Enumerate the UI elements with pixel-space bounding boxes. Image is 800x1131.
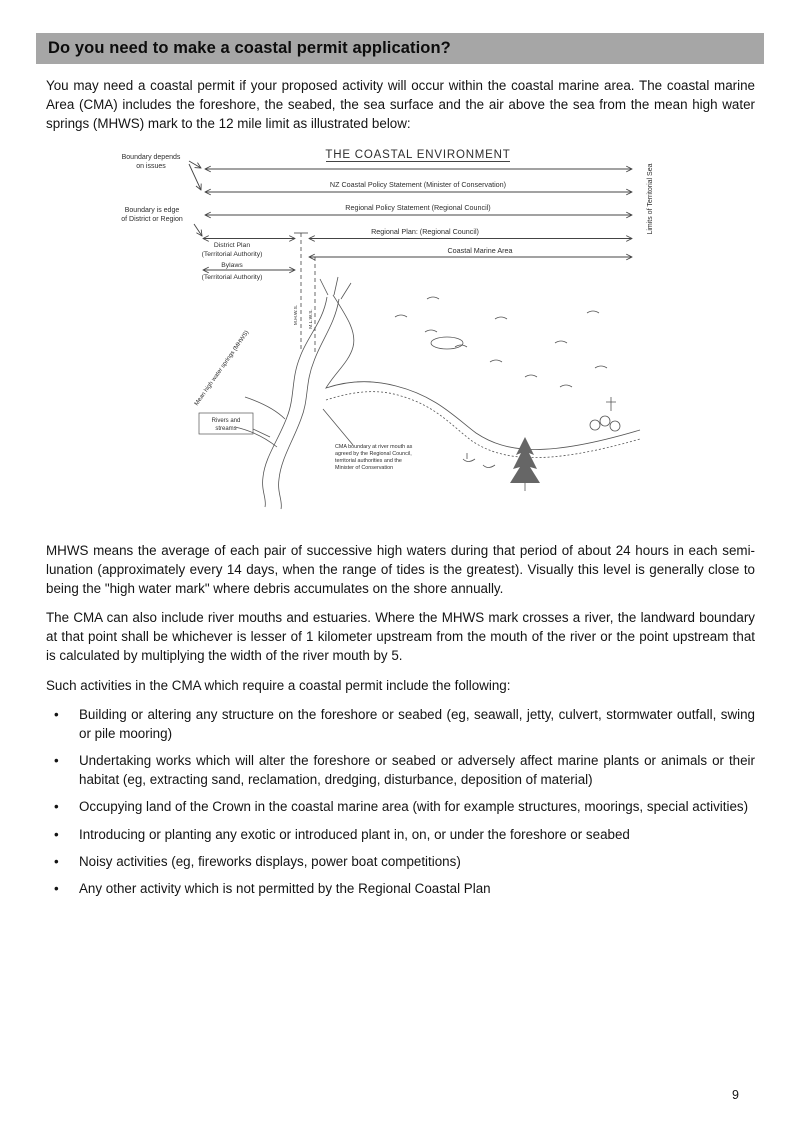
list-item-undertaking-works: [46, 751, 755, 789]
list-item-text: Undertaking works which will alter the foreshore or seabed or adversely affect marine plants or animals or their habitat (eg, extracting sand, reclamation, dredging, disturbance, deposition of material): [79, 753, 755, 788]
list-item-occupying-land: [46, 797, 755, 816]
coastal-environment-diagram: [95, 147, 691, 524]
activities-list: [46, 705, 755, 898]
list-item-text: Any other activity which is not permitted by the Regional Coastal Plan: [79, 880, 491, 896]
page-number: 9: [732, 1088, 739, 1102]
bullet-icon: •: [54, 853, 59, 869]
bullet-icon: •: [54, 826, 59, 842]
intro-paragraph: You may need a coastal permit if your proposed activity will occur within the coastal marine area. The coastal marine Area (CMA) includes the foreshore, the seabed, the sea surface and the air above the sea from the mean high water springs (MHWS) mark to the 12 mile limit as illustrated below:: [46, 78, 755, 132]
cma-note-line4: Minister of Conservation: [335, 465, 394, 472]
diagram-label-coastal-marine-area: Coastal Marine Area: [447, 246, 513, 256]
diagram-label-bylaws: Bylaws: [221, 262, 243, 270]
page-content: [46, 76, 755, 906]
diagram-label-regional-plan: Regional Plan: (Regional Council): [371, 227, 479, 237]
diagram-note-boundary-depends-2: on issues: [136, 163, 166, 171]
scene-label-mhws-diagonal: Mean high water springs (MHWS): [193, 330, 251, 408]
list-item-text: Noisy activities (eg, fireworks displays, power boat competitions): [79, 853, 461, 869]
diagram-label-mlws: M.L.W.S.: [309, 309, 314, 330]
scene-label-rivers: [199, 413, 253, 434]
island-rock: [431, 337, 463, 349]
list-item-building: [46, 705, 755, 743]
cma-note-line1: CMA boundary at river mouth as: [335, 444, 413, 451]
coastal-environment-figure: [95, 147, 691, 519]
river-left-bank: [263, 297, 327, 507]
list-item-text: Building or altering any structure on the foreshore or seabed (eg, seawall, jetty, culvert, stormwater outfall, swing or pile mooring): [79, 706, 755, 741]
paragraph-mhws-definition: MHWS means the average of each pair of successive high waters during that period of about 24 hours in each semi-lunation (approximately every 14 days, when the range of tides is the greatest). Visually this level is generally close to being the "high water mark" where debris accumulates on the shore annually.: [46, 542, 755, 596]
diagram-note-boundary-edge-1: Boundary is edge: [124, 207, 180, 215]
scene-label-cma-note: [335, 444, 413, 471]
cross-icon: [606, 397, 616, 411]
diagram-note-boundary-depends-1: Boundary depends: [121, 154, 181, 162]
section-title-bar: [36, 33, 764, 64]
tide-boundary-lines: [294, 233, 315, 355]
cma-note-line2: agreed by the Regional Council,: [335, 451, 412, 458]
paragraph-cma-rivers: The CMA can also include river mouths and estuaries. Where the MHWS mark crosses a river, the landward boundary at that point shall be whichever is lesser of 1 kilometer upstream from the mouth of the river or the point upstream that is calculated by multiplying the width of the river mouth by 5.: [46, 610, 755, 664]
diagram-label-regional-policy: Regional Policy Statement (Regional Council): [345, 203, 491, 213]
diagram-label-district-plan: District Plan: [213, 242, 251, 250]
diagram-label-mhws: M.H.W.S.: [294, 305, 299, 326]
stream-branches: [320, 277, 351, 299]
list-item-text: Introducing or planting any exotic or introduced plant in, on, or under the foreshore or seabed: [79, 826, 630, 842]
diagram-label-bylaws-authority: (Territorial Authority): [201, 274, 263, 282]
boats-icon: [463, 453, 495, 468]
list-item-introducing-plants: [46, 825, 755, 844]
pine-tree-icon: [510, 437, 540, 491]
diagram-title: THE COASTAL ENVIRONMENT: [325, 149, 511, 162]
list-item-other-activity: [46, 879, 755, 898]
scene-label-rivers-line1: Rivers and: [211, 418, 241, 425]
shrubs-icon: [590, 416, 620, 431]
river-right-bank: [279, 299, 339, 509]
bullet-icon: •: [54, 880, 59, 896]
list-item-noisy-activities: [46, 852, 755, 871]
diagram-note-boundary-edge-2: of District or Region: [121, 216, 183, 224]
diagram-label-nz-coastal-policy: NZ Coastal Policy Statement (Minister of Conservation): [329, 180, 507, 190]
paragraph-activities-intro: Such activities in the CMA which require a coastal permit include the following:: [46, 677, 511, 693]
bullet-icon: •: [54, 753, 59, 769]
diagram-label-limits-territorial-sea: Limits of Territorial Sea: [647, 163, 654, 236]
list-item-text: Occupying land of the Crown in the coastal marine area (with for example structures, moorings, special activities): [79, 799, 749, 815]
cma-note-line3: territorial authorities and the: [335, 458, 402, 465]
page-title: Do you need to make a coastal permit application?: [48, 39, 451, 57]
bullet-icon: •: [54, 706, 59, 722]
scene-label-rivers-line2: streams: [215, 426, 237, 433]
diagram-label-district-plan-authority: (Territorial Authority): [201, 251, 263, 259]
bullet-icon: •: [54, 799, 59, 815]
